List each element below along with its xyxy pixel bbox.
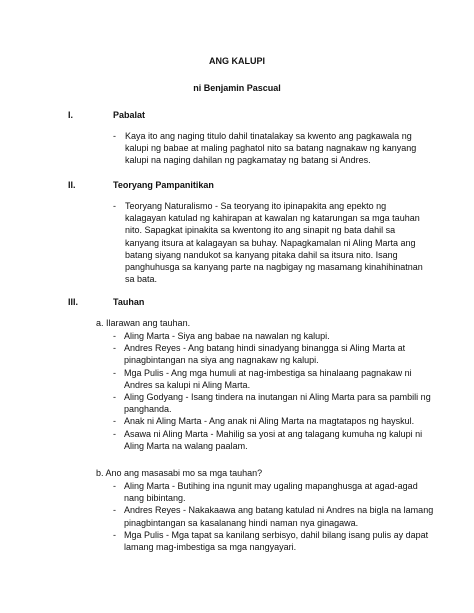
list-item: - Aling Marta - Siya ang babae na nawalan ng kalupi. (113, 331, 330, 341)
bullet-dash: - (113, 131, 116, 141)
list-item: - Andres Reyes - Nakakaawa ang batang katulad ni Andres na bigla na lamang pinagbintangan sa kasalanang hindi naman nya ginagawa. (113, 505, 434, 528)
tauhan-description-list (96, 330, 436, 452)
section-number: III. (68, 297, 79, 307)
sublist-label-a: a. Ilarawan ang tauhan. (96, 318, 191, 328)
section-number: I. (68, 110, 74, 120)
bullet-dash: - (113, 201, 116, 211)
list-item: - Mga Pulis - Ang mga humuli at nag-imbestiga sa hinalaang pagnakaw ni Andres sa kalupi ni Aling Marta. (113, 367, 412, 390)
section-heading-tauhan: Tauhan (113, 297, 145, 307)
list-item: - Mga Pulis - Mga tapat sa kanilang serbisyo, dahil bilang isang pulis ay dapat lamang mag-imbestiga sa mga nangyayari. (113, 529, 429, 553)
section-number: II. (68, 180, 76, 190)
document-title: ANG KALUPI (209, 56, 265, 66)
tauhan-opinion-list (96, 480, 436, 553)
pabalat-text: Kaya ito ang naging titulo dahil tinatalakay sa kwento ang pagkawala ng kalupi ng babae at maling paghatol nito sa batang nagnakaw ng kanyang kalupi na naging dahilan ng pagkamatay ng batang si Andres. (125, 131, 417, 166)
list-item: - Andres Reyes - Ang batang hindi sinadyang binangga si Aling Marta at pinagbintangan na siya ang nagnakaw ng kalupi. (113, 343, 406, 366)
section-heading-pabalat: Pabalat (113, 110, 146, 120)
list-item: - Asawa ni Aling Marta - Mahilig sa yosi at ang talagang kumuha ng kalupi ni Aling Marta na walang paalam. (113, 428, 423, 451)
teorya-text: Teoryang Naturalismo - Sa teoryang ito ipinapakita ang epekto ng kalagayan katulad ng kahirapan at kawalan ng katarungan sa mga tauhan nito. Sapagkat ipinakita sa kwentong ito ang sinapit ng bata dahil sa kanyang itsura at kalagayan sa buhay. Napagkamalan ni Aling Marta ang batang siyang nandukot sa kanyang pitaka dahil sa itsura nito. Isang panghuhusga sa kanyang parte na nagbigay ng masamang kinahihinatnan sa bata. (125, 201, 423, 285)
list-item: - Anak ni Aling Marta - Ang anak ni Aling Marta na magtatapos ng hayskul. (113, 416, 415, 427)
section-heading-teoryang-pampanitikan: Teoryang Pampanitikan (113, 180, 214, 190)
list-item: - Aling Marta - Butihing ina ngunit may ugaling mapanghusga at agad-agad nang bibintang. (113, 481, 418, 504)
sublist-label-b: b. Ano ang masasabi mo sa mga tauhan? (96, 468, 263, 478)
list-item: - Aling Godyang - Isang tindera na inutangan ni Aling Marta para sa pambili ng panghanda. (113, 392, 431, 415)
document-author: ni Benjamin Pascual (193, 83, 281, 93)
